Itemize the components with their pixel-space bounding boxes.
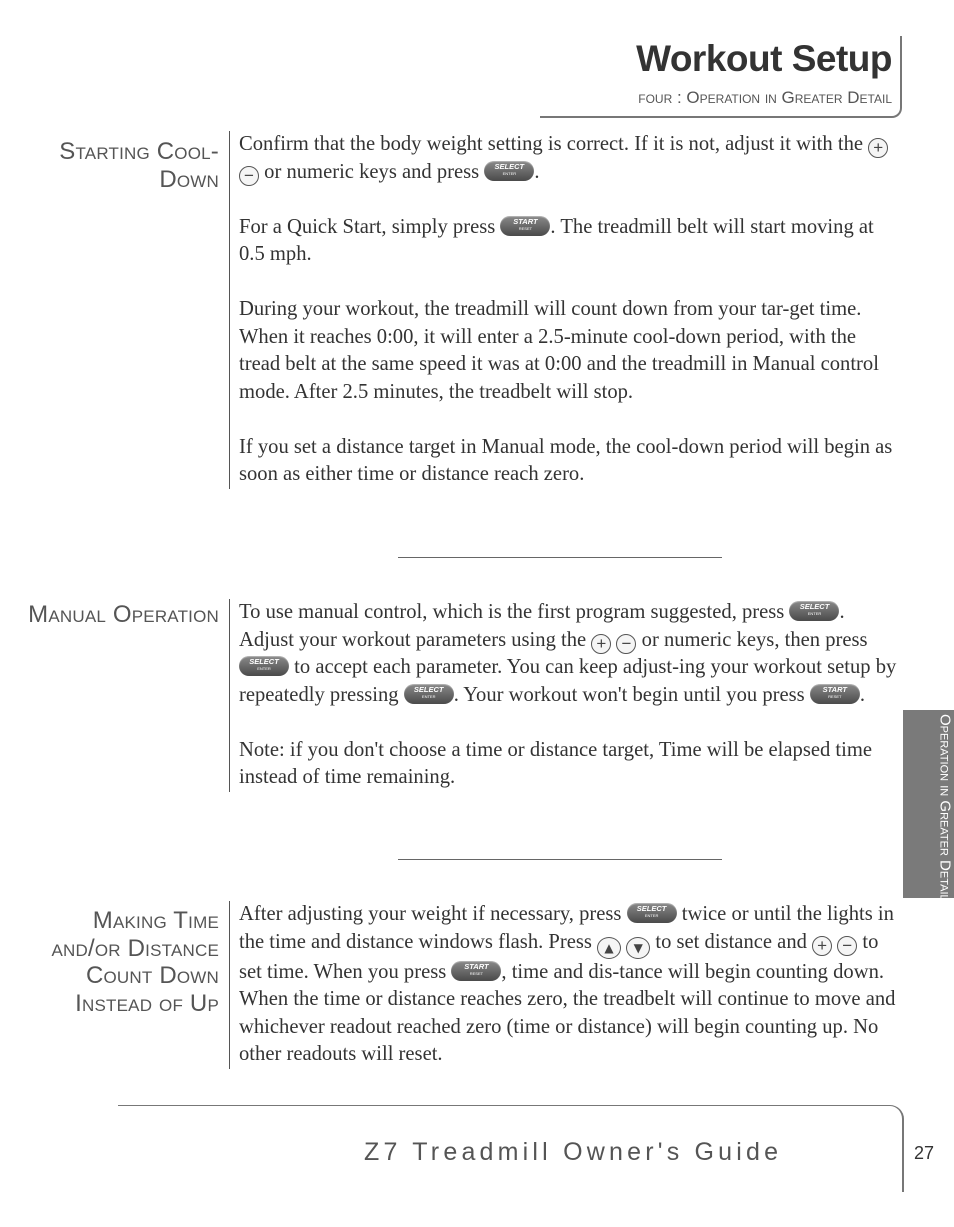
text: , time and dis-tance will begin counting down. When the time or distance reaches zero, the treadbelt will continue to move and whichever readout reached zero (time or distance) will begin counting up. No other readouts will reset. xyxy=(239,960,896,1065)
plus-key-icon: + xyxy=(868,138,888,158)
select-key-label: SELECT xyxy=(494,161,525,171)
select-key-sublabel: ENTER xyxy=(421,693,436,699)
paragraph: During your workout, the treadmill will count down from your tar-get time. When it reaches 0:00, it will enter a 2.5-minute cool-down period, with the tread belt at the same speed it was at 0:00 and the treadmill in Manual control mode. After 2.5 minutes, the treadbelt will stop. xyxy=(239,298,879,403)
section-body-count-down xyxy=(229,901,899,1069)
select-key-sublabel: ENTER xyxy=(807,611,822,616)
minus-key-icon: − xyxy=(239,166,259,186)
start-key-icon xyxy=(500,216,550,236)
text: twice or until the lights in the time and distance windows flash. Press xyxy=(239,903,894,953)
select-key-label: SELECT xyxy=(413,684,444,694)
start-key-icon xyxy=(451,961,501,981)
plus-key-icon: + xyxy=(591,634,611,654)
up-arrow-key-icon: ▲ xyxy=(597,937,621,959)
text: . Your workout won't begin until you press xyxy=(453,683,805,706)
footer-guide-title: Z7 Treadmill Owner's Guide xyxy=(364,1138,783,1166)
select-key-label: SELECT xyxy=(636,904,667,913)
text: For a Quick Start, simply press xyxy=(239,215,496,238)
select-key-icon xyxy=(789,601,839,621)
section-heading-starting-cool-down: Starting Cool-Down xyxy=(59,138,219,193)
text: to set time. When you press xyxy=(239,930,879,983)
text: . xyxy=(859,683,865,706)
start-key-label: START xyxy=(513,216,538,226)
select-key-icon xyxy=(239,656,289,676)
paragraph xyxy=(239,599,899,709)
page-number: 27 xyxy=(914,1143,935,1163)
paragraph xyxy=(239,901,899,1069)
start-key-label: START xyxy=(464,961,489,971)
select-key-icon xyxy=(627,903,677,923)
minus-key-icon: − xyxy=(616,634,636,654)
start-key-sublabel: RESET xyxy=(828,693,842,699)
section-heading-count-down: Making Time and/or Distance Count Down Instead of Up xyxy=(51,907,219,1017)
start-key-sublabel: RESET xyxy=(518,225,533,231)
section-body-manual-operation xyxy=(229,599,899,792)
select-key-icon xyxy=(404,684,454,704)
text: or numeric keys and press xyxy=(264,160,480,183)
text: . Adjust your workout parameters using the xyxy=(239,601,845,651)
section-body-starting-cool-down xyxy=(229,131,899,489)
text: After adjusting your weight if necessary, press xyxy=(239,903,622,925)
minus-key-icon: − xyxy=(837,936,857,956)
text: to set distance and xyxy=(655,930,807,953)
start-key-label: START xyxy=(822,684,847,694)
select-key-sublabel: ENTER xyxy=(257,666,271,671)
text: . xyxy=(534,160,540,183)
text: . The treadmill belt will start moving at 0.5 mph. xyxy=(239,215,874,265)
paragraph xyxy=(239,214,899,269)
plus-key-icon: + xyxy=(812,936,832,956)
down-arrow-key-icon: ▼ xyxy=(626,937,650,959)
text: to accept each parameter. You can keep adjust-ing your workout setup by repeatedly pressing xyxy=(239,656,897,706)
text: or numeric keys, then press xyxy=(641,628,868,651)
paragraph: Note: if you don't choose a time or distance target, Time will be elapsed time instead of time remaining. xyxy=(239,738,873,788)
select-key-sublabel: ENTER xyxy=(644,913,659,918)
section-heading-manual-operation: Manual Operation xyxy=(28,601,219,628)
section-divider xyxy=(398,859,722,860)
start-key-sublabel: RESET xyxy=(469,970,484,976)
text: Confirm that the body weight setting is correct. If it is not, adjust it with the xyxy=(239,133,864,155)
chapter-side-tab-label: Operation in Greater Detail xyxy=(936,714,954,901)
text: To use manual control, which is the first program suggested, press xyxy=(239,601,785,623)
paragraph: If you set a distance target in Manual mode, the cool-down period will begin as soon as either time or distance reach zero. xyxy=(239,435,893,485)
start-key-icon xyxy=(810,684,860,704)
page-title: Workout Setup xyxy=(636,38,892,79)
select-key-icon xyxy=(484,161,534,181)
chapter-subtitle: four : Operation in Greater Detail xyxy=(638,88,892,107)
section-divider xyxy=(398,557,722,558)
select-key-sublabel: ENTER xyxy=(502,170,517,176)
select-key-label: SELECT xyxy=(249,657,279,666)
paragraph xyxy=(239,131,899,186)
select-key-label: SELECT xyxy=(799,602,830,611)
